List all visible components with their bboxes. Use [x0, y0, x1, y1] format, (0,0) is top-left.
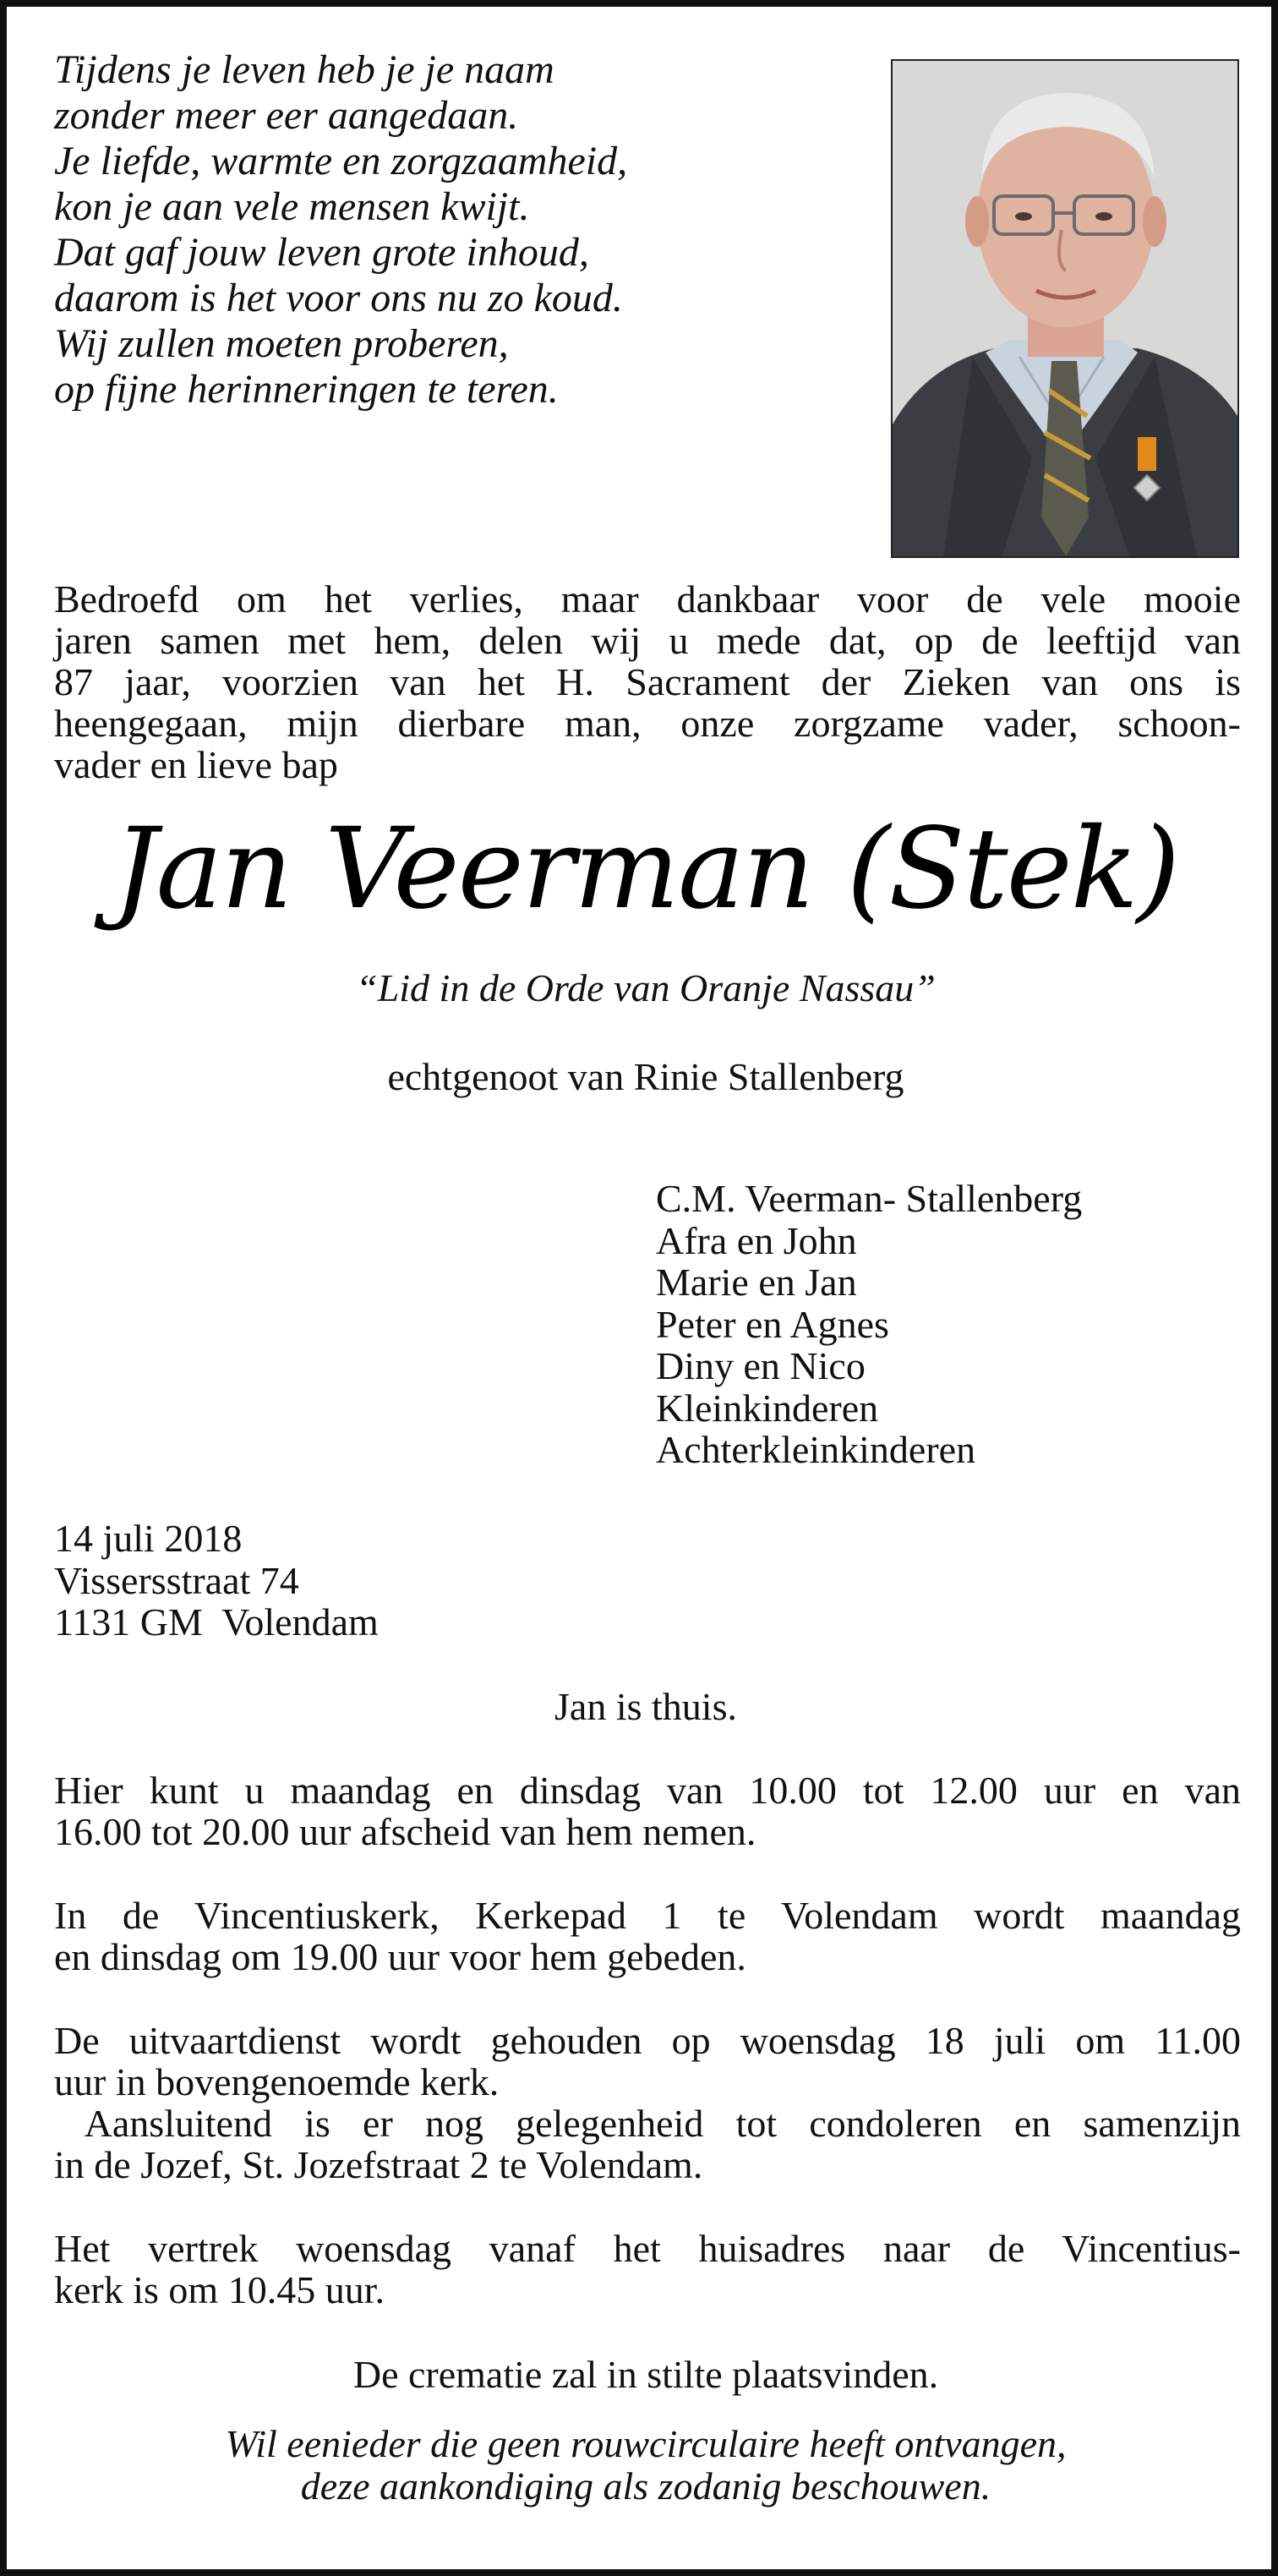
family-member: Achterkleinkinderen — [656, 1428, 976, 1471]
date-line: 14 juli 2018 — [54, 1517, 243, 1560]
departure-paragraph — [54, 2228, 1241, 2311]
announcement-line: heengegaan, mijn dierbare man, onze zorgzame vader, schoon- — [54, 702, 1241, 745]
paragraph-line: Hier kunt u maandag en dinsdag van 10.00 tot 12.00 uur en van — [54, 1769, 1241, 1812]
poem-line: kon je aan vele mensen kwijt. — [54, 184, 530, 229]
poem-line: op fijne herinneringen te teren. — [54, 367, 559, 412]
paragraph-line: kerk is om 10.45 uur. — [54, 2268, 385, 2311]
family-member: Kleinkinderen — [656, 1386, 879, 1430]
family-member: Afra en John — [656, 1218, 857, 1262]
poem-line: daarom is het voor ons nu zo koud. — [54, 276, 623, 320]
family-member: C.M. Veerman- Stallenberg — [656, 1177, 1083, 1220]
paragraph-line: Aansluitend is er nog gelegenheid tot condoleren en samenzijn — [54, 2102, 1241, 2145]
family-list — [656, 1178, 1248, 1471]
announcement-line: jaren samen met hem, delen wij u mede dat, op de leeftijd van — [54, 619, 1241, 662]
family-member: Diny en Nico — [656, 1344, 866, 1387]
home-note: Jan is thuis. — [554, 1685, 737, 1728]
portrait-photo — [891, 59, 1239, 558]
service-paragraph — [54, 2020, 1241, 2185]
poem-line: Dat gaf jouw leven grote inhoud, — [54, 230, 589, 275]
honour-line: “Lid in de Orde van Oranje Nassau” — [356, 966, 936, 1009]
paragraph-line: uur in bovengenoemde kerk. — [54, 2060, 500, 2103]
memorial-poem — [54, 47, 866, 413]
closing-line: Wil eenieder die geen rouwcirculaire heeft ontvangen, — [225, 2422, 1067, 2465]
family-member: Marie en Jan — [656, 1261, 857, 1304]
closing-line: deze aankondiging als zodanig beschouwen. — [300, 2464, 991, 2508]
viewing-paragraph — [54, 1769, 1241, 1852]
deceased-name: Jan Veerman (Stek) — [112, 804, 1179, 934]
closing-note — [7, 2423, 1278, 2508]
family-member: Peter en Agnes — [656, 1302, 889, 1346]
spouse-line: echtgenoot van Rinie Stallenberg — [387, 1055, 904, 1098]
announcement-line: Bedroefd om het verlies, maar dankbaar voor de vele mooie — [54, 577, 1241, 621]
paragraph-line: In de Vincentiuskerk, Kerkepad 1 te Volendam wordt maandag — [54, 1894, 1241, 1937]
poem-line: zonder meer eer aangedaan. — [54, 93, 519, 138]
cremation-note: De crematie zal in stilte plaatsvinden. — [352, 2353, 939, 2396]
announcement-text — [54, 578, 1241, 785]
announcement-line: 87 jaar, voorzien van het H. Sacrament der Zieken van ons is — [54, 660, 1241, 703]
announcement-line: vader en lieve bap — [54, 743, 338, 786]
city-line: 1131 GM Volendam — [54, 1600, 379, 1643]
paragraph-line: in de Jozef, St. Jozefstraat 2 te Volendam. — [54, 2143, 703, 2186]
poem-line: Wij zullen moeten proberen, — [54, 321, 509, 366]
paragraph-line: De uitvaartdienst wordt gehouden op woensdag 18 juli om 11.00 — [54, 2019, 1241, 2062]
street-line: Vissersstraat 74 — [54, 1558, 299, 1602]
prayer-paragraph — [54, 1895, 1241, 1977]
paragraph-line: en dinsdag om 19.00 uur voor hem gebeden. — [54, 1935, 746, 1978]
poem-line: Tijdens je leven heb je je naam — [54, 47, 554, 92]
paragraph-line: 16.00 tot 20.00 uur afscheid van hem nemen. — [54, 1810, 756, 1853]
paragraph-line: Het vertrek woensdag vanaf het huisadres naar de Vincentius- — [54, 2227, 1241, 2270]
poem-line: Je liefde, warmte en zorgzaamheid, — [54, 139, 628, 183]
address-block — [54, 1518, 646, 1643]
